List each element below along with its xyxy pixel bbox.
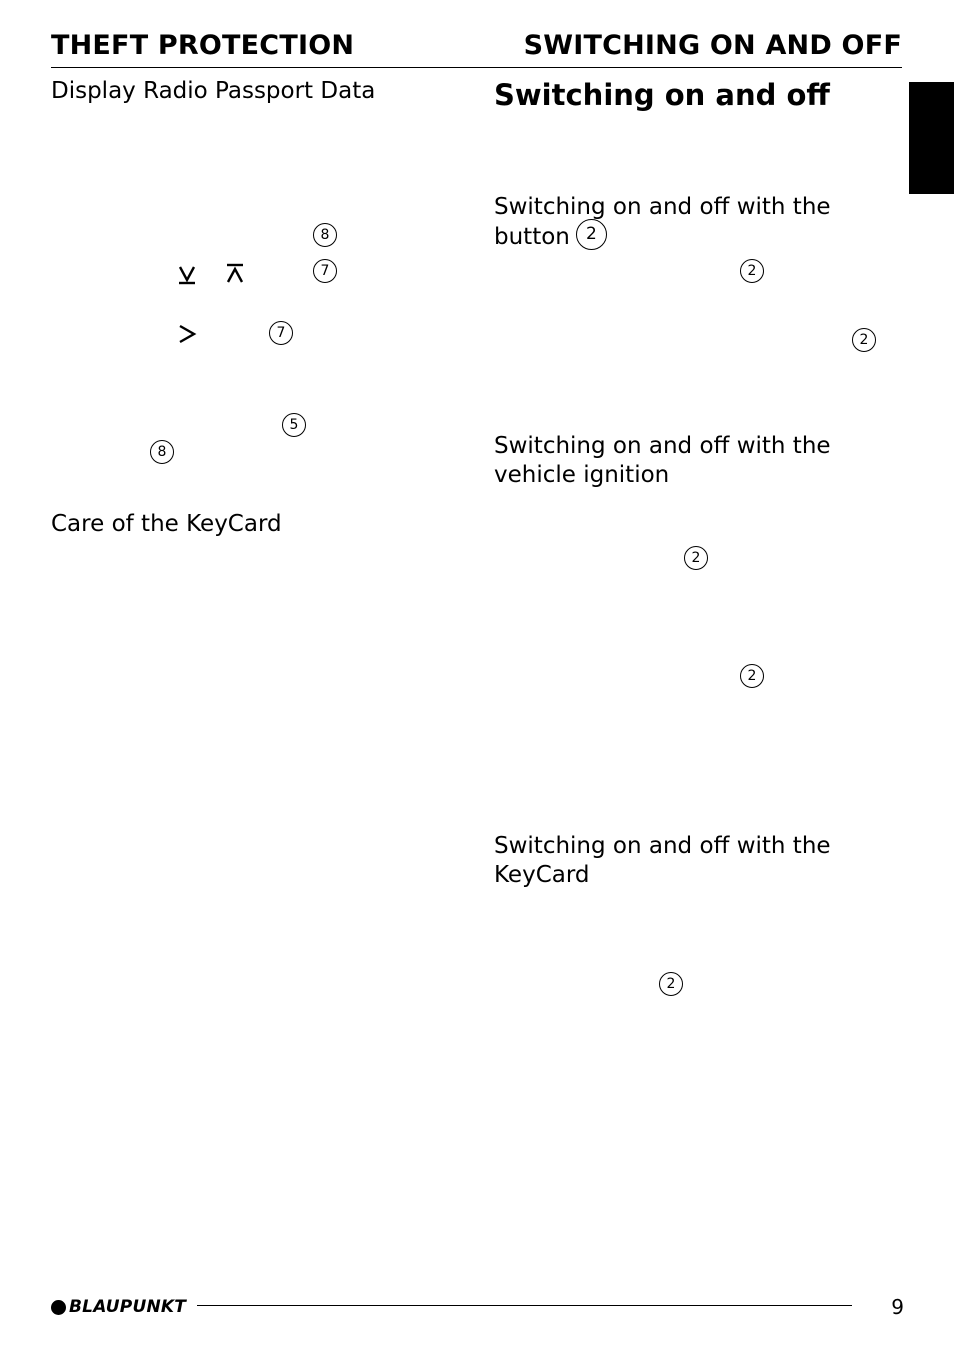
ref-circle-8: 8 <box>313 223 337 247</box>
header-rule <box>51 67 902 68</box>
heading-line: Switching on and off with the <box>494 433 831 459</box>
heading-line: KeyCard <box>494 862 590 888</box>
heading-switch-ignition <box>494 432 831 490</box>
footer-rule <box>197 1305 852 1306</box>
ref-circle-2: 2 <box>684 546 708 570</box>
heading-switch-button <box>494 193 831 253</box>
ref-circle-2: 2 <box>576 219 607 250</box>
arrow-up-icon <box>224 263 246 285</box>
heading-switch-keycard <box>494 832 831 890</box>
heading-line: Switching on and off with the <box>494 194 831 220</box>
header-left-title: THEFT PROTECTION <box>51 30 355 61</box>
brand-name: BLAUPUNKT <box>69 1297 187 1317</box>
heading-display-radio-passport: Display Radio Passport Data <box>51 78 376 104</box>
brand-logo <box>51 1296 186 1318</box>
arrow-right-icon <box>176 323 198 345</box>
ref-circle-5: 5 <box>282 413 306 437</box>
heading-line <box>494 222 831 253</box>
ref-circle-2: 2 <box>740 259 764 283</box>
ref-circle-7: 7 <box>313 259 337 283</box>
page-number: 9 <box>891 1295 904 1319</box>
ref-circle-7: 7 <box>269 321 293 345</box>
language-tab-marker <box>909 82 954 194</box>
header-right-title: SWITCHING ON AND OFF <box>523 30 902 61</box>
logo-dot-icon <box>51 1300 66 1315</box>
ref-circle-2: 2 <box>740 664 764 688</box>
heading-line-text: button <box>494 224 570 250</box>
heading-line: vehicle ignition <box>494 462 670 488</box>
heading-care-keycard: Care of the KeyCard <box>51 511 282 537</box>
arrow-down-icon <box>176 263 198 285</box>
heading-line: Switching on and off with the <box>494 833 831 859</box>
ref-circle-2: 2 <box>659 972 683 996</box>
ref-circle-8: 8 <box>150 440 174 464</box>
ref-circle-2: 2 <box>852 328 876 352</box>
page-title: Switching on and off <box>494 78 830 112</box>
